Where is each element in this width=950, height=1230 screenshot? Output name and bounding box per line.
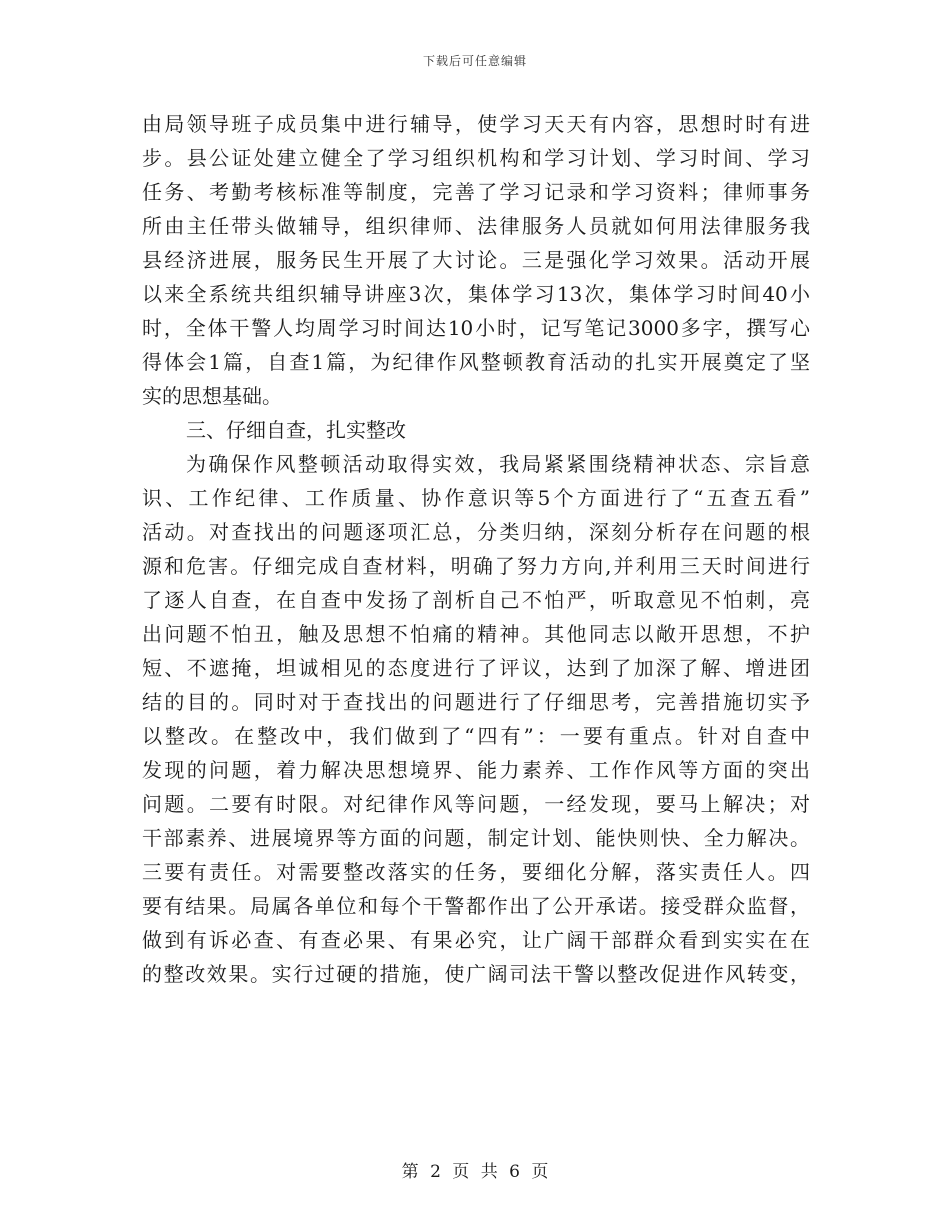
text-line: 了逐人自查，在自查中发扬了剖析自己不怕严，听取意见不怕刺，亮 xyxy=(142,588,810,612)
section-heading: 三、仔细自查，扎实整改 xyxy=(186,418,406,442)
text-line: 县经济进展，服务民生开展了大讨论。三是强化学习效果。活动开展 xyxy=(142,248,810,272)
text-line: 三要有责任。对需要整改落实的任务，要细化分解，落实责任人。四 xyxy=(142,860,810,884)
document-body xyxy=(142,107,810,991)
text-line: 问题。二要有时限。对纪律作风等问题，一经发现，要马上解决；对 xyxy=(142,792,810,816)
text-line: 活动。对查找出的问题逐项汇总，分类归纳，深刻分析存在问题的根 xyxy=(142,520,810,544)
text-line: 实的思想基础。 xyxy=(142,384,282,408)
text-line: 出问题不怕丑，触及思想不怕痛的精神。其他同志以敞开思想，不护 xyxy=(142,622,810,646)
text-line: 以来全系统共组织辅导讲座3次，集体学习13次，集体学习时间40小 xyxy=(142,282,810,306)
text-line: 源和危害。仔细完成自查材料，明确了努力方向,并利用三天时间进行 xyxy=(142,554,810,578)
text-line: 识、工作纪律、工作质量、协作意识等5个方面进行了“五查五看” xyxy=(142,486,810,510)
text-line: 任务、考勤考核标准等制度，完善了学习记录和学习资料；律师事务 xyxy=(142,180,810,204)
text-line: 做到有诉必查、有查必果、有果必究，让广阔干部群众看到实实在在 xyxy=(142,928,810,952)
text-line: 干部素养、进展境界等方面的问题，制定计划、能快则快、全力解决。 xyxy=(142,826,810,850)
page-number: 第 2 页 共 6 页 xyxy=(401,1162,549,1182)
text-line: 短、不遮掩，坦诚相见的态度进行了评议，达到了加深了解、增进团 xyxy=(142,656,810,680)
text-line: 的整改效果。实行过硬的措施，使广阔司法干警以整改促进作风转变， xyxy=(142,962,810,986)
page-header-note: 下载后可任意编辑 xyxy=(422,54,527,68)
text-line: 发现的问题，着力解决思想境界、能力素养、工作作风等方面的突出 xyxy=(142,758,810,782)
text-line: 结的目的。同时对于查找出的问题进行了仔细思考，完善措施切实予 xyxy=(142,690,810,714)
text-line: 所由主任带头做辅导，组织律师、法律服务人员就如何用法律服务我 xyxy=(142,214,810,238)
text-line: 步。县公证处建立健全了学习组织机构和学习计划、学习时间、学习 xyxy=(142,146,810,170)
text-line: 要有结果。局属各单位和每个干警都作出了公开承诺。接受群众监督， xyxy=(142,894,810,918)
text-line: 为确保作风整顿活动取得实效，我局紧紧围绕精神状态、宗旨意 xyxy=(186,452,810,476)
text-line: 时，全体干警人均周学习时间达10小时，记写笔记3000多字，撰写心 xyxy=(142,316,810,340)
text-line: 以整改。在整改中，我们做到了“四有”：一要有重点。针对自查中 xyxy=(142,724,810,748)
text-line: 由局领导班子成员集中进行辅导，使学习天天有内容，思想时时有进 xyxy=(142,112,810,136)
text-line: 得体会1篇，自查1篇，为纪律作风整顿教育活动的扎实开展奠定了坚 xyxy=(142,350,810,374)
